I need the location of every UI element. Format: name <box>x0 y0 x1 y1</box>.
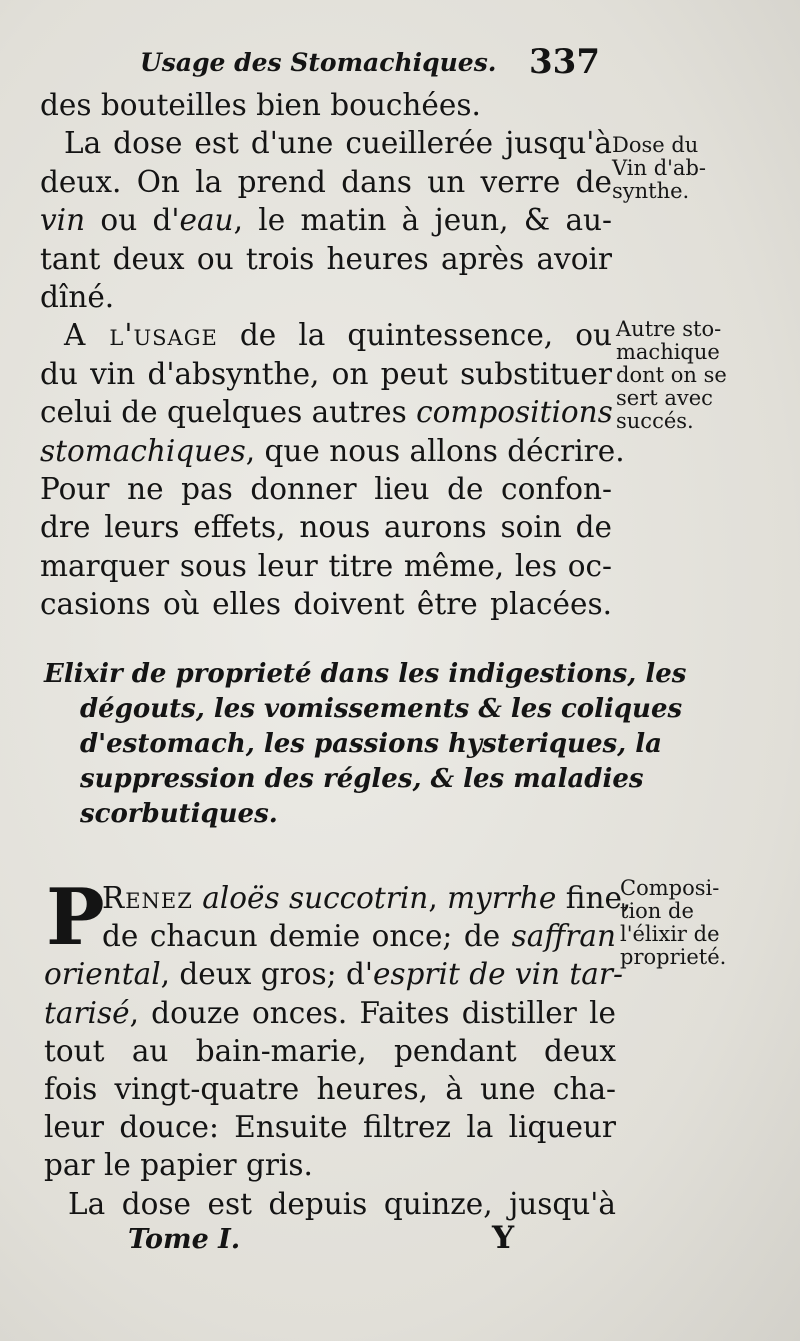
drop-cap: P <box>46 872 105 963</box>
margin-note-composition: Composi- tion de l'élixir de proprieté. <box>620 876 727 969</box>
text-line: du vin d'absynthe, on peut substituer <box>40 356 612 391</box>
heading-line: dégouts, les vomissements & les coliques <box>80 694 683 724</box>
text-line: La dose est d'une cueillerée jusqu'à <box>64 126 612 161</box>
text-line: casions où elles doivent être placées. <box>40 587 612 622</box>
italic-term: eau <box>179 203 234 238</box>
small-caps-lead: Renez <box>102 881 193 915</box>
text-line: par le papier gris. <box>44 1148 313 1183</box>
page-number: 337 <box>529 42 600 82</box>
page-header <box>140 42 610 92</box>
signature-mark: Y <box>492 1220 515 1256</box>
recipe-paragraph <box>44 872 632 1223</box>
italic-term: stomachiques <box>40 433 246 468</box>
heading-line: d'estomach, les passions hysteriques, la <box>80 729 662 759</box>
text-line: oriental, deux gros; d'esprit de vin tar- <box>44 957 623 992</box>
text-line: tant deux ou trois heures après avoir <box>40 241 612 276</box>
text-line: A l'usage de la quintessence, ou <box>64 318 613 353</box>
text-line: des bouteilles bien bouchées. <box>40 88 481 122</box>
main-paragraphs <box>40 86 625 623</box>
text-line: dre leurs effets, nous aurons soin de <box>40 510 612 545</box>
small-caps-lead: A l'usage <box>64 318 218 353</box>
heading-line: suppression des régles, & les maladies <box>80 764 644 794</box>
text-line: leur douce: Ensuite filtrez la liqueur <box>44 1110 616 1145</box>
text-line: Renez aloës succotrin, myrrhe fine, <box>102 881 632 915</box>
margin-note-dose: Dose du Vin d'ab- synthe. <box>612 133 706 203</box>
page-footer <box>128 1220 528 1260</box>
text-line: tarisé, douze onces. Faites distiller le <box>44 995 616 1030</box>
text-line: stomachiques, que nous allons décrire. <box>40 433 625 468</box>
italic-term: compositions <box>416 395 613 430</box>
italic-term: vin <box>40 203 86 238</box>
heading-line: scorbutiques. <box>80 799 278 829</box>
text-line: Pour ne pas donner lieu de confon- <box>40 471 612 506</box>
section-heading <box>44 657 687 832</box>
volume-label: Tome I. <box>128 1224 241 1255</box>
margin-note-autre: Autre sto- machique dont on se sert avec succés. <box>616 317 727 433</box>
text-line: de chacun demie once; de saffran <box>102 919 616 954</box>
heading-line: Elixir de proprieté dans les indigestions, les <box>44 659 687 689</box>
text-line: tout au bain-marie, pendant deux <box>44 1033 616 1068</box>
text-line: fois vingt-quatre heures, à une cha- <box>44 1071 616 1106</box>
text-line: dîné. <box>40 279 115 314</box>
text-line: deux. On la prend dans un verre de <box>40 164 612 199</box>
text-line: vin ou d'eau, le matin à jeun, & au- <box>40 203 612 238</box>
text-line: celui de quelques autres compositions <box>40 395 613 430</box>
text-line: marquer sous leur titre même, les oc- <box>40 548 612 583</box>
running-head: Usage des Stomachiques. <box>140 48 497 77</box>
text-line: La dose est depuis quinze, jusqu'à <box>68 1186 616 1221</box>
